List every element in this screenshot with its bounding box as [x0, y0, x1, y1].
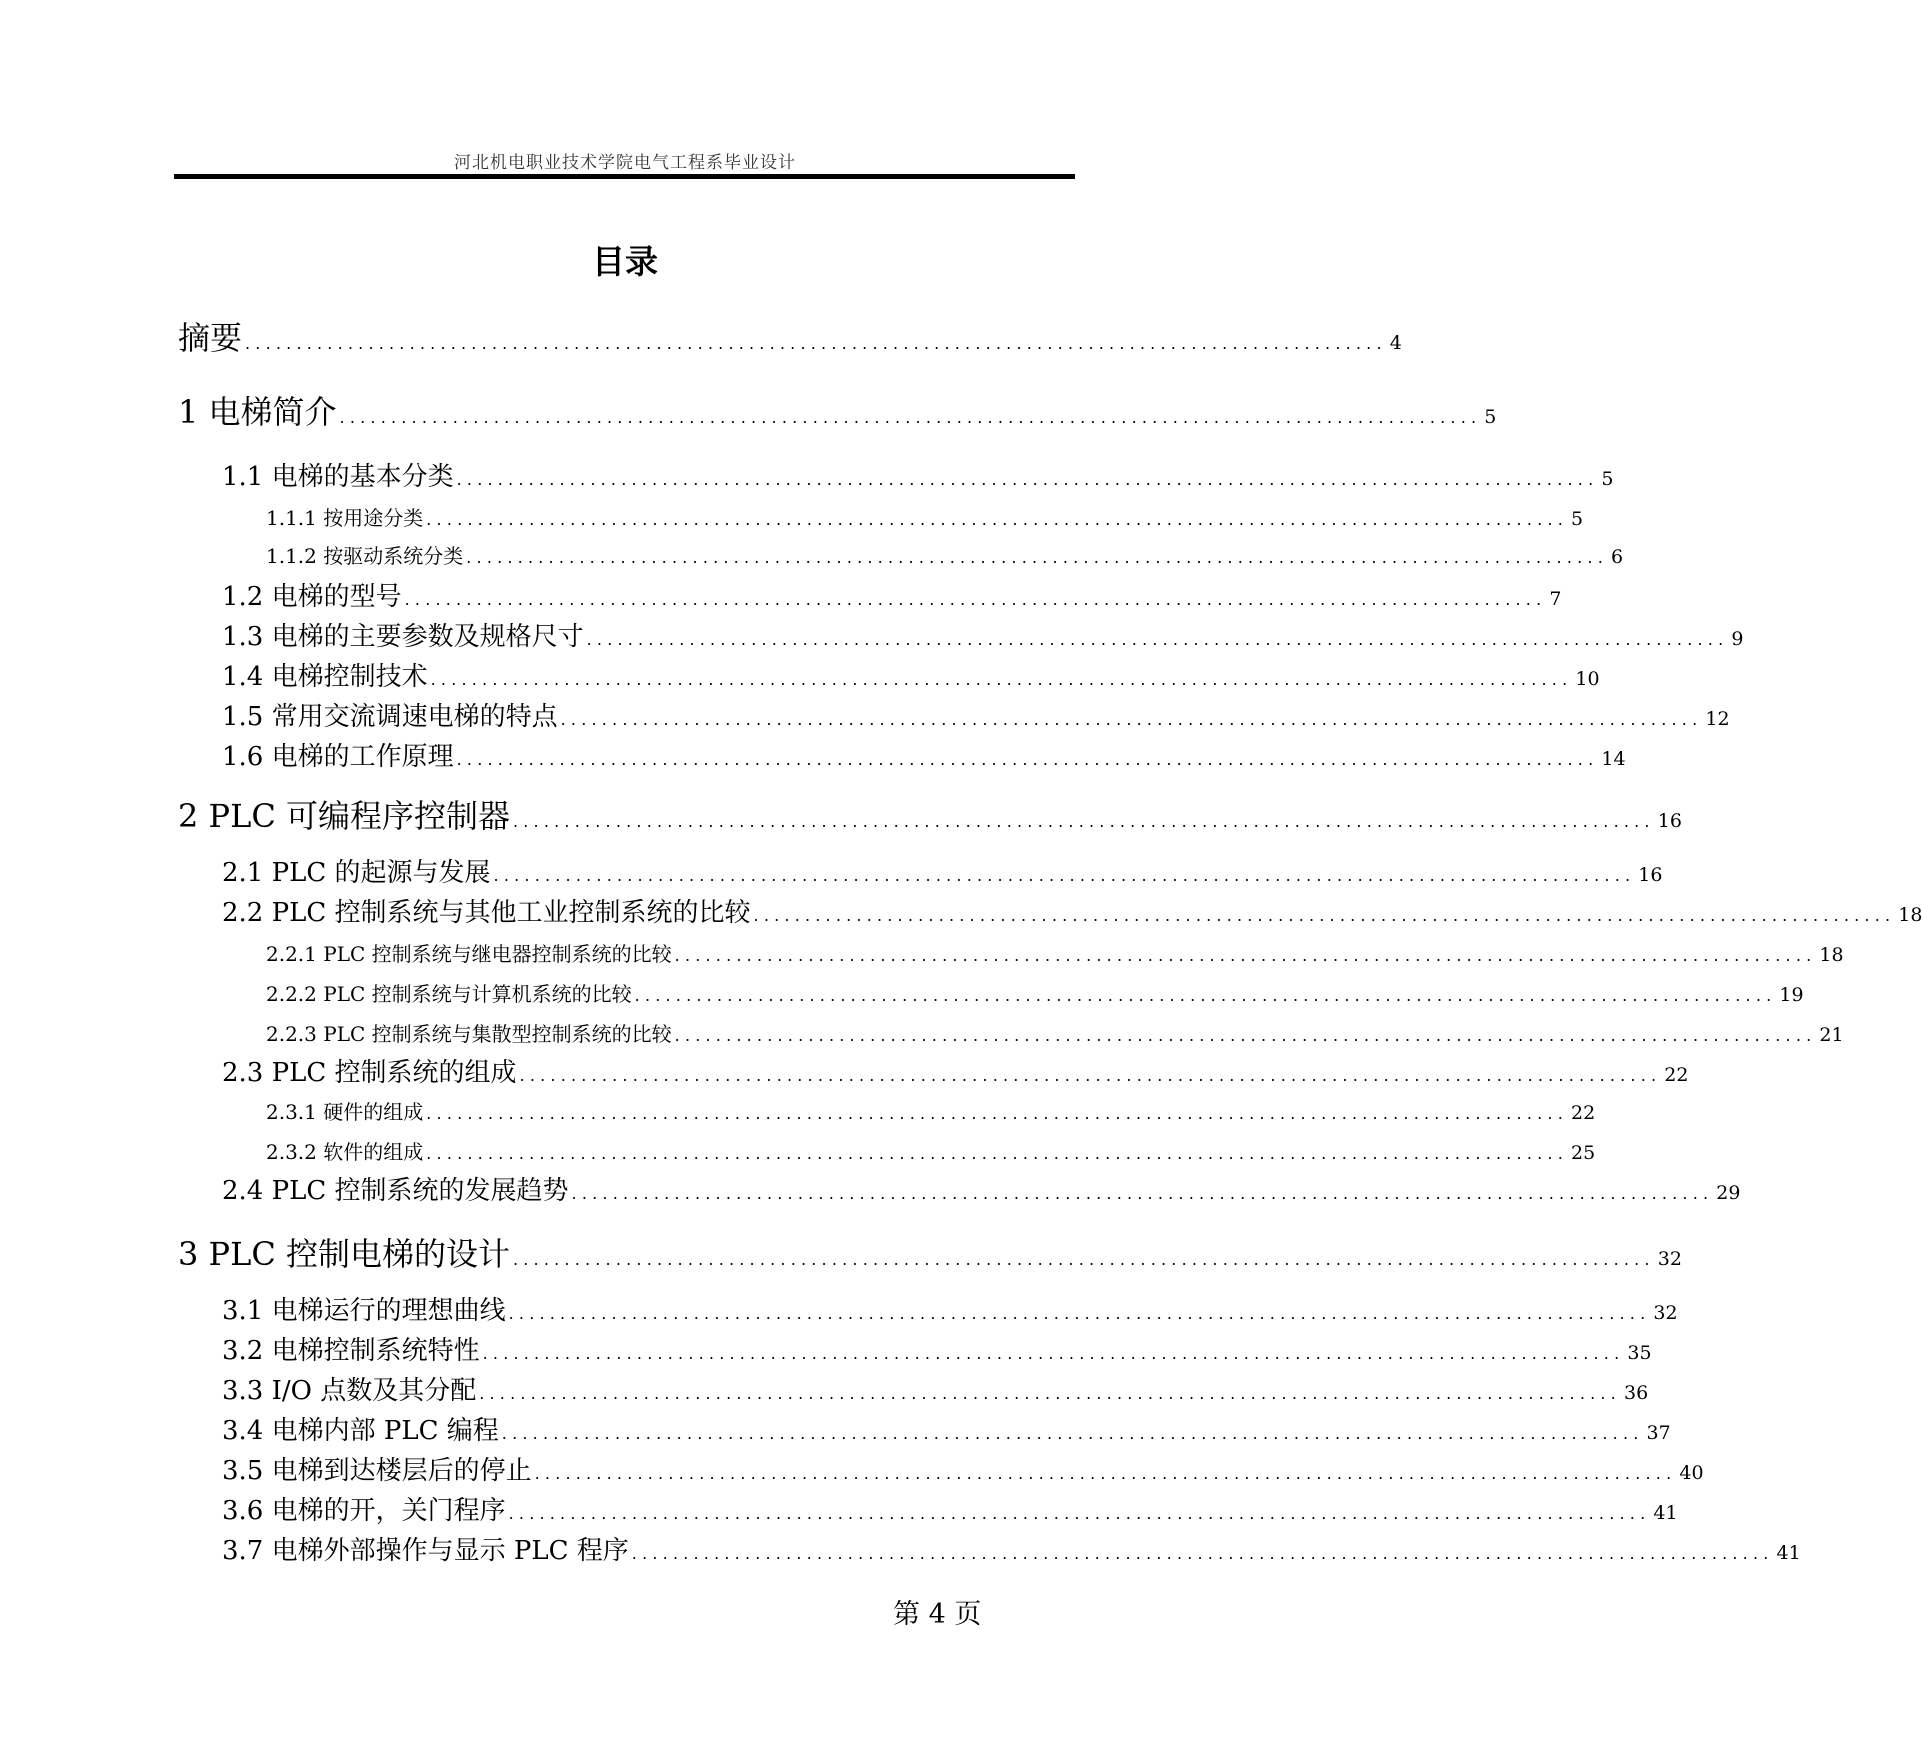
toc-entry-label: 1.1 电梯的基本分类 [222, 462, 454, 492]
toc-leader: ............................................................................................................... [479, 1384, 1621, 1403]
toc-entry-section-1-4[interactable] [222, 662, 1600, 692]
toc-leader: ............................................................................................................... [512, 812, 1655, 831]
toc-entry-section-2-2[interactable] [222, 898, 1922, 928]
toc-entry-label: 1.5 常用交流调速电梯的特点 [222, 702, 558, 732]
toc-entry-label: 2.3 PLC 控制系统的组成 [222, 1058, 517, 1088]
toc-entry-section-2-4[interactable] [222, 1176, 1741, 1206]
toc-entry-label: 2.4 PLC 控制系统的发展趋势 [222, 1176, 569, 1206]
toc-entry-label: 3.5 电梯到达楼层后的停止 [222, 1456, 532, 1486]
toc-page-number: 4 [1389, 332, 1402, 354]
toc-entry-label: 1.4 电梯控制技术 [222, 662, 428, 692]
toc-page-number: 21 [1819, 1024, 1844, 1046]
toc-entry-subsection-2-3-1[interactable] [266, 1100, 1596, 1124]
toc-page-number: 16 [1638, 864, 1663, 886]
toc-entry-label: 3.4 电梯内部 PLC 编程 [222, 1416, 499, 1446]
toc-leader: ............................................................................................................... [634, 986, 1777, 1005]
toc-entry-label: 2.1 PLC 的起源与发展 [222, 858, 491, 888]
toc-entry-label: 2.2.3 PLC 控制系统与集散型控制系统的比较 [266, 1022, 672, 1046]
toc-entry-subsection-2-2-3[interactable] [266, 1022, 1844, 1046]
toc-entry-chapter-2[interactable] [178, 797, 1682, 835]
toc-leader: ............................................................................................................... [508, 1304, 1651, 1323]
toc-page-number: 18 [1898, 904, 1922, 926]
toc-entry-label: 2.2 PLC 控制系统与其他工业控制系统的比较 [222, 898, 751, 928]
toc-entry-section-1-2[interactable] [222, 582, 1562, 612]
toc-entry-subsection-2-3-2[interactable] [266, 1140, 1596, 1164]
toc-page-number: 25 [1571, 1142, 1596, 1164]
toc-entry-section-1-6[interactable] [222, 742, 1626, 772]
toc-page-number: 18 [1819, 944, 1844, 966]
toc-entry-label: 2.3.2 软件的组成 [266, 1140, 424, 1164]
toc-entry-label: 1.1.2 按驱动系统分类 [266, 544, 464, 568]
toc-leader: ............................................................................................................... [571, 1184, 1714, 1203]
toc-page-number: 5 [1571, 508, 1584, 530]
toc-entry-label: 2.2.2 PLC 控制系统与计算机系统的比较 [266, 982, 632, 1006]
toc-entry-section-3-1[interactable] [222, 1296, 1678, 1326]
toc-leader: ............................................................................................................... [674, 1026, 1817, 1045]
toc-leader: ............................................................................................................... [534, 1464, 1677, 1483]
toc-leader: ............................................................................................................... [430, 670, 1573, 689]
toc-page-number: 5 [1601, 468, 1614, 490]
toc-leader: ............................................................................................................... [426, 1104, 1568, 1123]
toc-leader: ............................................................................................................... [426, 510, 1568, 529]
toc-page-number: 41 [1653, 1502, 1678, 1524]
toc-entry-chapter-1[interactable] [178, 393, 1497, 431]
toc-page-number: 40 [1679, 1462, 1704, 1484]
toc-leader: ............................................................................................................... [404, 590, 1547, 609]
toc-leader: ............................................................................................................... [512, 1250, 1655, 1269]
toc-entry-section-3-2[interactable] [222, 1336, 1652, 1366]
toc-entry-section-2-3[interactable] [222, 1058, 1689, 1088]
toc-leader: ............................................................................................................... [493, 866, 1636, 885]
toc-entry-section-1-1[interactable] [222, 462, 1614, 492]
toc-leader: ............................................................................................................... [560, 710, 1703, 729]
toc-page-number: 5 [1484, 406, 1497, 428]
toc-leader: ............................................................................................................... [245, 334, 1387, 353]
toc-entry-section-3-3[interactable] [222, 1376, 1649, 1406]
toc-leader: ............................................................................................................... [508, 1504, 1651, 1523]
toc-page-number: 32 [1653, 1302, 1678, 1324]
toc-entry-label: 2 PLC 可编程序控制器 [178, 797, 510, 835]
toc-entry-section-1-5[interactable] [222, 702, 1730, 732]
toc-leader: ............................................................................................................... [456, 470, 1599, 489]
toc-entry-chapter-3[interactable] [178, 1235, 1682, 1273]
toc-page-number: 35 [1627, 1342, 1652, 1364]
toc-leader: ............................................................................................................... [519, 1066, 1662, 1085]
toc-leader: ............................................................................................................... [339, 408, 1482, 427]
toc-entry-label: 摘要 [178, 319, 243, 357]
toc-entry-label: 2.3.1 硬件的组成 [266, 1100, 424, 1124]
toc-entry-section-1-3[interactable] [222, 622, 1744, 652]
toc-entry-label: 1.2 电梯的型号 [222, 582, 402, 612]
toc-title: 目录 [592, 242, 658, 281]
header-rule [174, 174, 1075, 179]
toc-entry-label: 1.1.1 按用途分类 [266, 506, 424, 530]
toc-page-number: 41 [1776, 1542, 1801, 1564]
toc-page-number: 22 [1571, 1102, 1596, 1124]
toc-entry-label: 2.2.1 PLC 控制系统与继电器控制系统的比较 [266, 942, 672, 966]
toc-page-number: 32 [1657, 1248, 1682, 1270]
toc-entry-label: 3.3 I/O 点数及其分配 [222, 1376, 477, 1406]
toc-entry-section-3-5[interactable] [222, 1456, 1704, 1486]
toc-entry-section-3-6[interactable] [222, 1496, 1678, 1526]
toc-page-number: 7 [1549, 588, 1562, 610]
toc-entry-label: 1.6 电梯的工作原理 [222, 742, 454, 772]
toc-page-number: 9 [1731, 628, 1744, 650]
toc-page-number: 12 [1705, 708, 1730, 730]
toc-entry-label: 1 电梯简介 [178, 393, 337, 431]
toc-page-number: 19 [1779, 984, 1804, 1006]
toc-entry-subsection-1-1-1[interactable] [266, 506, 1584, 530]
toc-page-number: 10 [1575, 668, 1600, 690]
toc-page-number: 16 [1657, 810, 1682, 832]
toc-entry-label: 3.7 电梯外部操作与显示 PLC 程序 [222, 1536, 629, 1566]
toc-page-number: 22 [1664, 1064, 1689, 1086]
toc-entry-label: 1.3 电梯的主要参数及规格尺寸 [222, 622, 584, 652]
toc-entry-label: 3 PLC 控制电梯的设计 [178, 1235, 510, 1273]
toc-entry-abstract[interactable] [178, 319, 1402, 357]
toc-entry-section-3-7[interactable] [222, 1536, 1801, 1566]
toc-entry-section-2-1[interactable] [222, 858, 1663, 888]
toc-entry-section-3-4[interactable] [222, 1416, 1671, 1446]
toc-page-number: 37 [1646, 1422, 1671, 1444]
toc-leader: ............................................................................................................... [586, 630, 1729, 649]
toc-leader: ............................................................................................................... [674, 946, 1817, 965]
toc-entry-subsection-1-1-2[interactable] [266, 544, 1624, 568]
toc-leader: ............................................................................................................... [466, 548, 1608, 567]
toc-leader: ............................................................................................................... [456, 750, 1599, 769]
toc-page-number: 14 [1601, 748, 1626, 770]
toc-entry-subsection-2-2-1[interactable] [266, 942, 1844, 966]
page-number-footer: 第 4 页 [893, 1599, 982, 1630]
toc-entry-label: 3.6 电梯的开，关门程序 [222, 1496, 506, 1526]
toc-entry-label: 3.2 电梯控制系统特性 [222, 1336, 480, 1366]
toc-page-number: 36 [1623, 1382, 1649, 1404]
toc-entry-label: 3.1 电梯运行的理想曲线 [222, 1296, 506, 1326]
page-header: 河北机电职业技术学院电气工程系毕业设计 [454, 153, 796, 173]
toc-leader: ............................................................................................................... [501, 1424, 1644, 1443]
toc-page-number: 29 [1716, 1182, 1741, 1204]
toc-leader: ............................................................................................................... [631, 1544, 1774, 1563]
toc-leader: ............................................................................................................... [482, 1344, 1625, 1363]
toc-leader: ............................................................................................................... [753, 906, 1896, 925]
toc-page-number: 6 [1611, 546, 1624, 568]
toc-leader: ............................................................................................................... [426, 1144, 1568, 1163]
toc-entry-subsection-2-2-2[interactable] [266, 982, 1804, 1006]
